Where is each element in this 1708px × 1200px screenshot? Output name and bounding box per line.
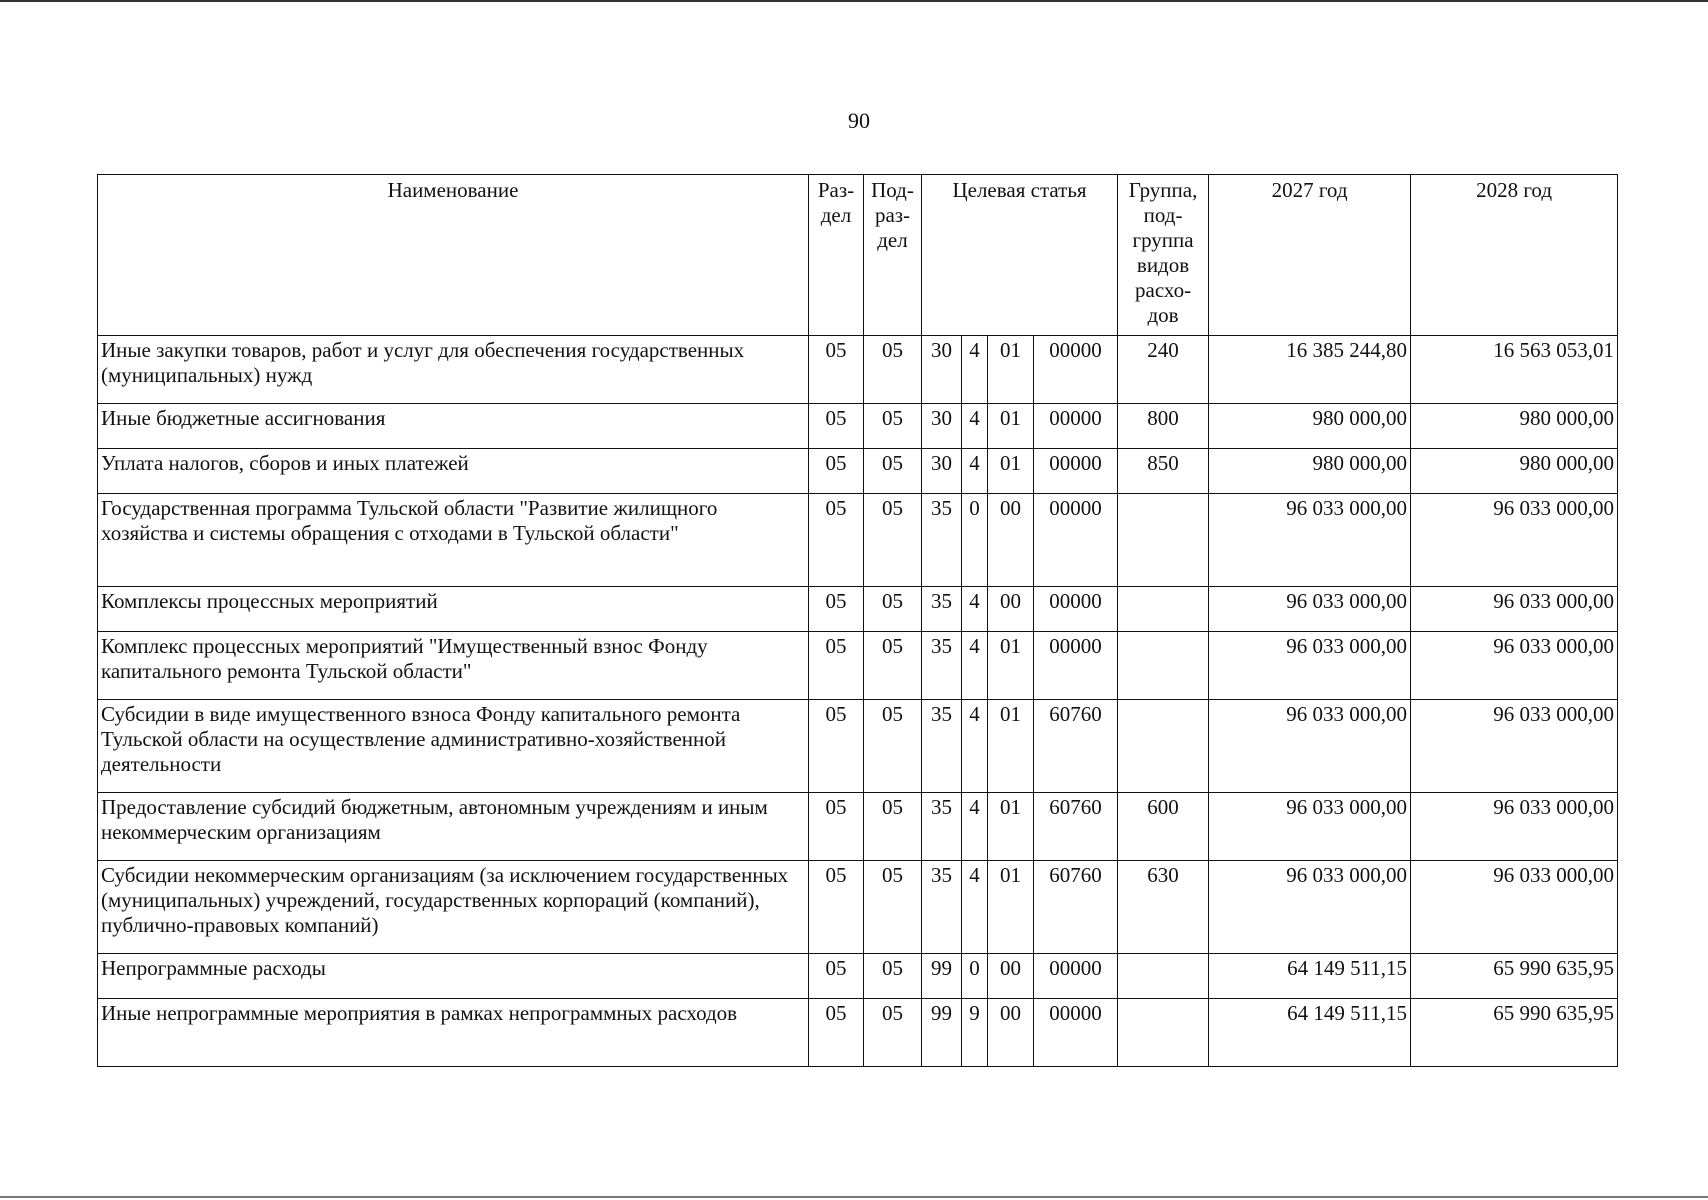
row-name: Уплата налогов, сборов и иных платежей (98, 449, 809, 494)
row-target-element: 01 (988, 861, 1034, 954)
scan-border-top (0, 0, 1708, 2)
row-target-direction: 60760 (1034, 861, 1118, 954)
row-section: 05 (809, 336, 864, 404)
row-expense-group: 850 (1118, 449, 1209, 494)
row-amount-2027: 96 033 000,00 (1209, 700, 1411, 793)
row-section: 05 (809, 999, 864, 1067)
row-section: 05 (809, 494, 864, 587)
table-row (98, 700, 1618, 793)
row-section: 05 (809, 861, 864, 954)
row-amount-2027: 96 033 000,00 (1209, 861, 1411, 954)
row-target-type: 0 (962, 954, 988, 999)
row-name: Предоставление субсидий бюджетным, автономным учреждениям и иным некоммерческим организациям (98, 793, 809, 861)
row-subsection: 05 (864, 449, 922, 494)
scan-border-bottom (0, 1196, 1708, 1198)
row-subsection: 05 (864, 632, 922, 700)
row-target-type: 4 (962, 587, 988, 632)
row-target-direction: 00000 (1034, 587, 1118, 632)
row-expense-group: 800 (1118, 404, 1209, 449)
row-section: 05 (809, 793, 864, 861)
row-target-element: 01 (988, 700, 1034, 793)
row-amount-2027: 16 385 244,80 (1209, 336, 1411, 404)
row-expense-group: 630 (1118, 861, 1209, 954)
row-section: 05 (809, 587, 864, 632)
row-amount-2028: 96 033 000,00 (1411, 632, 1618, 700)
row-amount-2028: 65 990 635,95 (1411, 999, 1618, 1067)
table-row (98, 336, 1618, 404)
row-name: Непрограммные расходы (98, 954, 809, 999)
row-target-direction: 00000 (1034, 999, 1118, 1067)
row-subsection: 05 (864, 700, 922, 793)
row-section: 05 (809, 449, 864, 494)
table-row (98, 999, 1618, 1067)
row-target-direction: 00000 (1034, 954, 1118, 999)
row-target-direction: 00000 (1034, 449, 1118, 494)
row-target-direction: 60760 (1034, 700, 1118, 793)
row-target-type: 4 (962, 700, 988, 793)
row-name: Государственная программа Тульской области "Развитие жилищного хозяйства и системы обращения с отходами в Тульской области" (98, 494, 809, 587)
row-target-program: 35 (922, 632, 962, 700)
row-expense-group (1118, 954, 1209, 999)
table-row (98, 793, 1618, 861)
row-section: 05 (809, 954, 864, 999)
row-subsection: 05 (864, 494, 922, 587)
row-amount-2027: 96 033 000,00 (1209, 632, 1411, 700)
row-target-element: 00 (988, 494, 1034, 587)
row-target-program: 30 (922, 449, 962, 494)
row-amount-2027: 96 033 000,00 (1209, 587, 1411, 632)
row-subsection: 05 (864, 336, 922, 404)
row-target-program: 30 (922, 404, 962, 449)
row-target-type: 0 (962, 494, 988, 587)
row-amount-2028: 980 000,00 (1411, 404, 1618, 449)
table-row (98, 587, 1618, 632)
header-year-2027: 2027 год (1209, 175, 1411, 336)
row-expense-group: 240 (1118, 336, 1209, 404)
row-target-type: 9 (962, 999, 988, 1067)
row-target-direction: 00000 (1034, 494, 1118, 587)
header-section: Раз- дел (809, 175, 864, 336)
row-target-direction: 00000 (1034, 336, 1118, 404)
row-target-program: 35 (922, 793, 962, 861)
row-amount-2027: 980 000,00 (1209, 404, 1411, 449)
row-amount-2028: 980 000,00 (1411, 449, 1618, 494)
row-subsection: 05 (864, 861, 922, 954)
row-expense-group (1118, 494, 1209, 587)
row-target-type: 4 (962, 793, 988, 861)
table-row (98, 404, 1618, 449)
row-expense-group (1118, 632, 1209, 700)
table-row (98, 632, 1618, 700)
row-subsection: 05 (864, 793, 922, 861)
row-amount-2027: 980 000,00 (1209, 449, 1411, 494)
row-target-element: 01 (988, 336, 1034, 404)
row-subsection: 05 (864, 404, 922, 449)
row-subsection: 05 (864, 954, 922, 999)
row-target-type: 4 (962, 861, 988, 954)
table-row (98, 449, 1618, 494)
row-section: 05 (809, 404, 864, 449)
header-year-2028: 2028 год (1411, 175, 1618, 336)
row-target-type: 4 (962, 449, 988, 494)
table-row (98, 954, 1618, 999)
row-amount-2028: 65 990 635,95 (1411, 954, 1618, 999)
row-target-program: 30 (922, 336, 962, 404)
row-name: Иные закупки товаров, работ и услуг для обеспечения государственных (муниципальных) нужд (98, 336, 809, 404)
row-target-program: 35 (922, 494, 962, 587)
row-name: Субсидии некоммерческим организациям (за исключением государственных (муниципальных) учреждений, государственных корпораций (компаний), публично-правовых компаний) (98, 861, 809, 954)
row-target-direction: 60760 (1034, 793, 1118, 861)
row-target-element: 00 (988, 587, 1034, 632)
row-amount-2028: 96 033 000,00 (1411, 861, 1618, 954)
header-name: Наименование (98, 175, 809, 336)
header-expense-group: Группа, под- группа видов расхо- дов (1118, 175, 1209, 336)
header-subsection: Под- раз- дел (864, 175, 922, 336)
row-expense-group (1118, 587, 1209, 632)
row-target-type: 4 (962, 336, 988, 404)
table-row (98, 494, 1618, 587)
row-amount-2028: 96 033 000,00 (1411, 793, 1618, 861)
row-name: Иные непрограммные мероприятия в рамках непрограммных расходов (98, 999, 809, 1067)
page-number: 90 (848, 108, 870, 133)
row-target-program: 99 (922, 999, 962, 1067)
row-target-program: 35 (922, 861, 962, 954)
row-target-element: 01 (988, 632, 1034, 700)
row-target-program: 35 (922, 587, 962, 632)
row-target-program: 35 (922, 700, 962, 793)
row-amount-2028: 96 033 000,00 (1411, 494, 1618, 587)
row-amount-2028: 96 033 000,00 (1411, 587, 1618, 632)
row-amount-2028: 16 563 053,01 (1411, 336, 1618, 404)
row-target-program: 99 (922, 954, 962, 999)
row-section: 05 (809, 700, 864, 793)
row-expense-group: 600 (1118, 793, 1209, 861)
row-amount-2027: 96 033 000,00 (1209, 793, 1411, 861)
row-amount-2027: 96 033 000,00 (1209, 494, 1411, 587)
row-name: Комплекс процессных мероприятий "Имущественный взнос Фонду капитального ремонта Тульской области" (98, 632, 809, 700)
row-subsection: 05 (864, 999, 922, 1067)
row-section: 05 (809, 632, 864, 700)
row-name: Комплексы процессных мероприятий (98, 587, 809, 632)
row-name: Субсидии в виде имущественного взноса Фонду капитального ремонта Тульской области на осуществление административно-хозяйственной деятельности (98, 700, 809, 793)
header-target-article: Целевая статья (922, 175, 1118, 336)
row-target-type: 4 (962, 632, 988, 700)
budget-table (97, 174, 1618, 1067)
row-target-element: 00 (988, 954, 1034, 999)
row-expense-group (1118, 999, 1209, 1067)
row-amount-2027: 64 149 511,15 (1209, 999, 1411, 1067)
row-amount-2028: 96 033 000,00 (1411, 700, 1618, 793)
row-amount-2027: 64 149 511,15 (1209, 954, 1411, 999)
table-header-row (98, 175, 1618, 336)
row-target-element: 01 (988, 793, 1034, 861)
row-target-type: 4 (962, 404, 988, 449)
row-target-direction: 00000 (1034, 404, 1118, 449)
row-expense-group (1118, 700, 1209, 793)
row-subsection: 05 (864, 587, 922, 632)
row-name: Иные бюджетные ассигнования (98, 404, 809, 449)
row-target-element: 01 (988, 404, 1034, 449)
row-target-direction: 00000 (1034, 632, 1118, 700)
table-row (98, 861, 1618, 954)
row-target-element: 00 (988, 999, 1034, 1067)
row-target-element: 01 (988, 449, 1034, 494)
